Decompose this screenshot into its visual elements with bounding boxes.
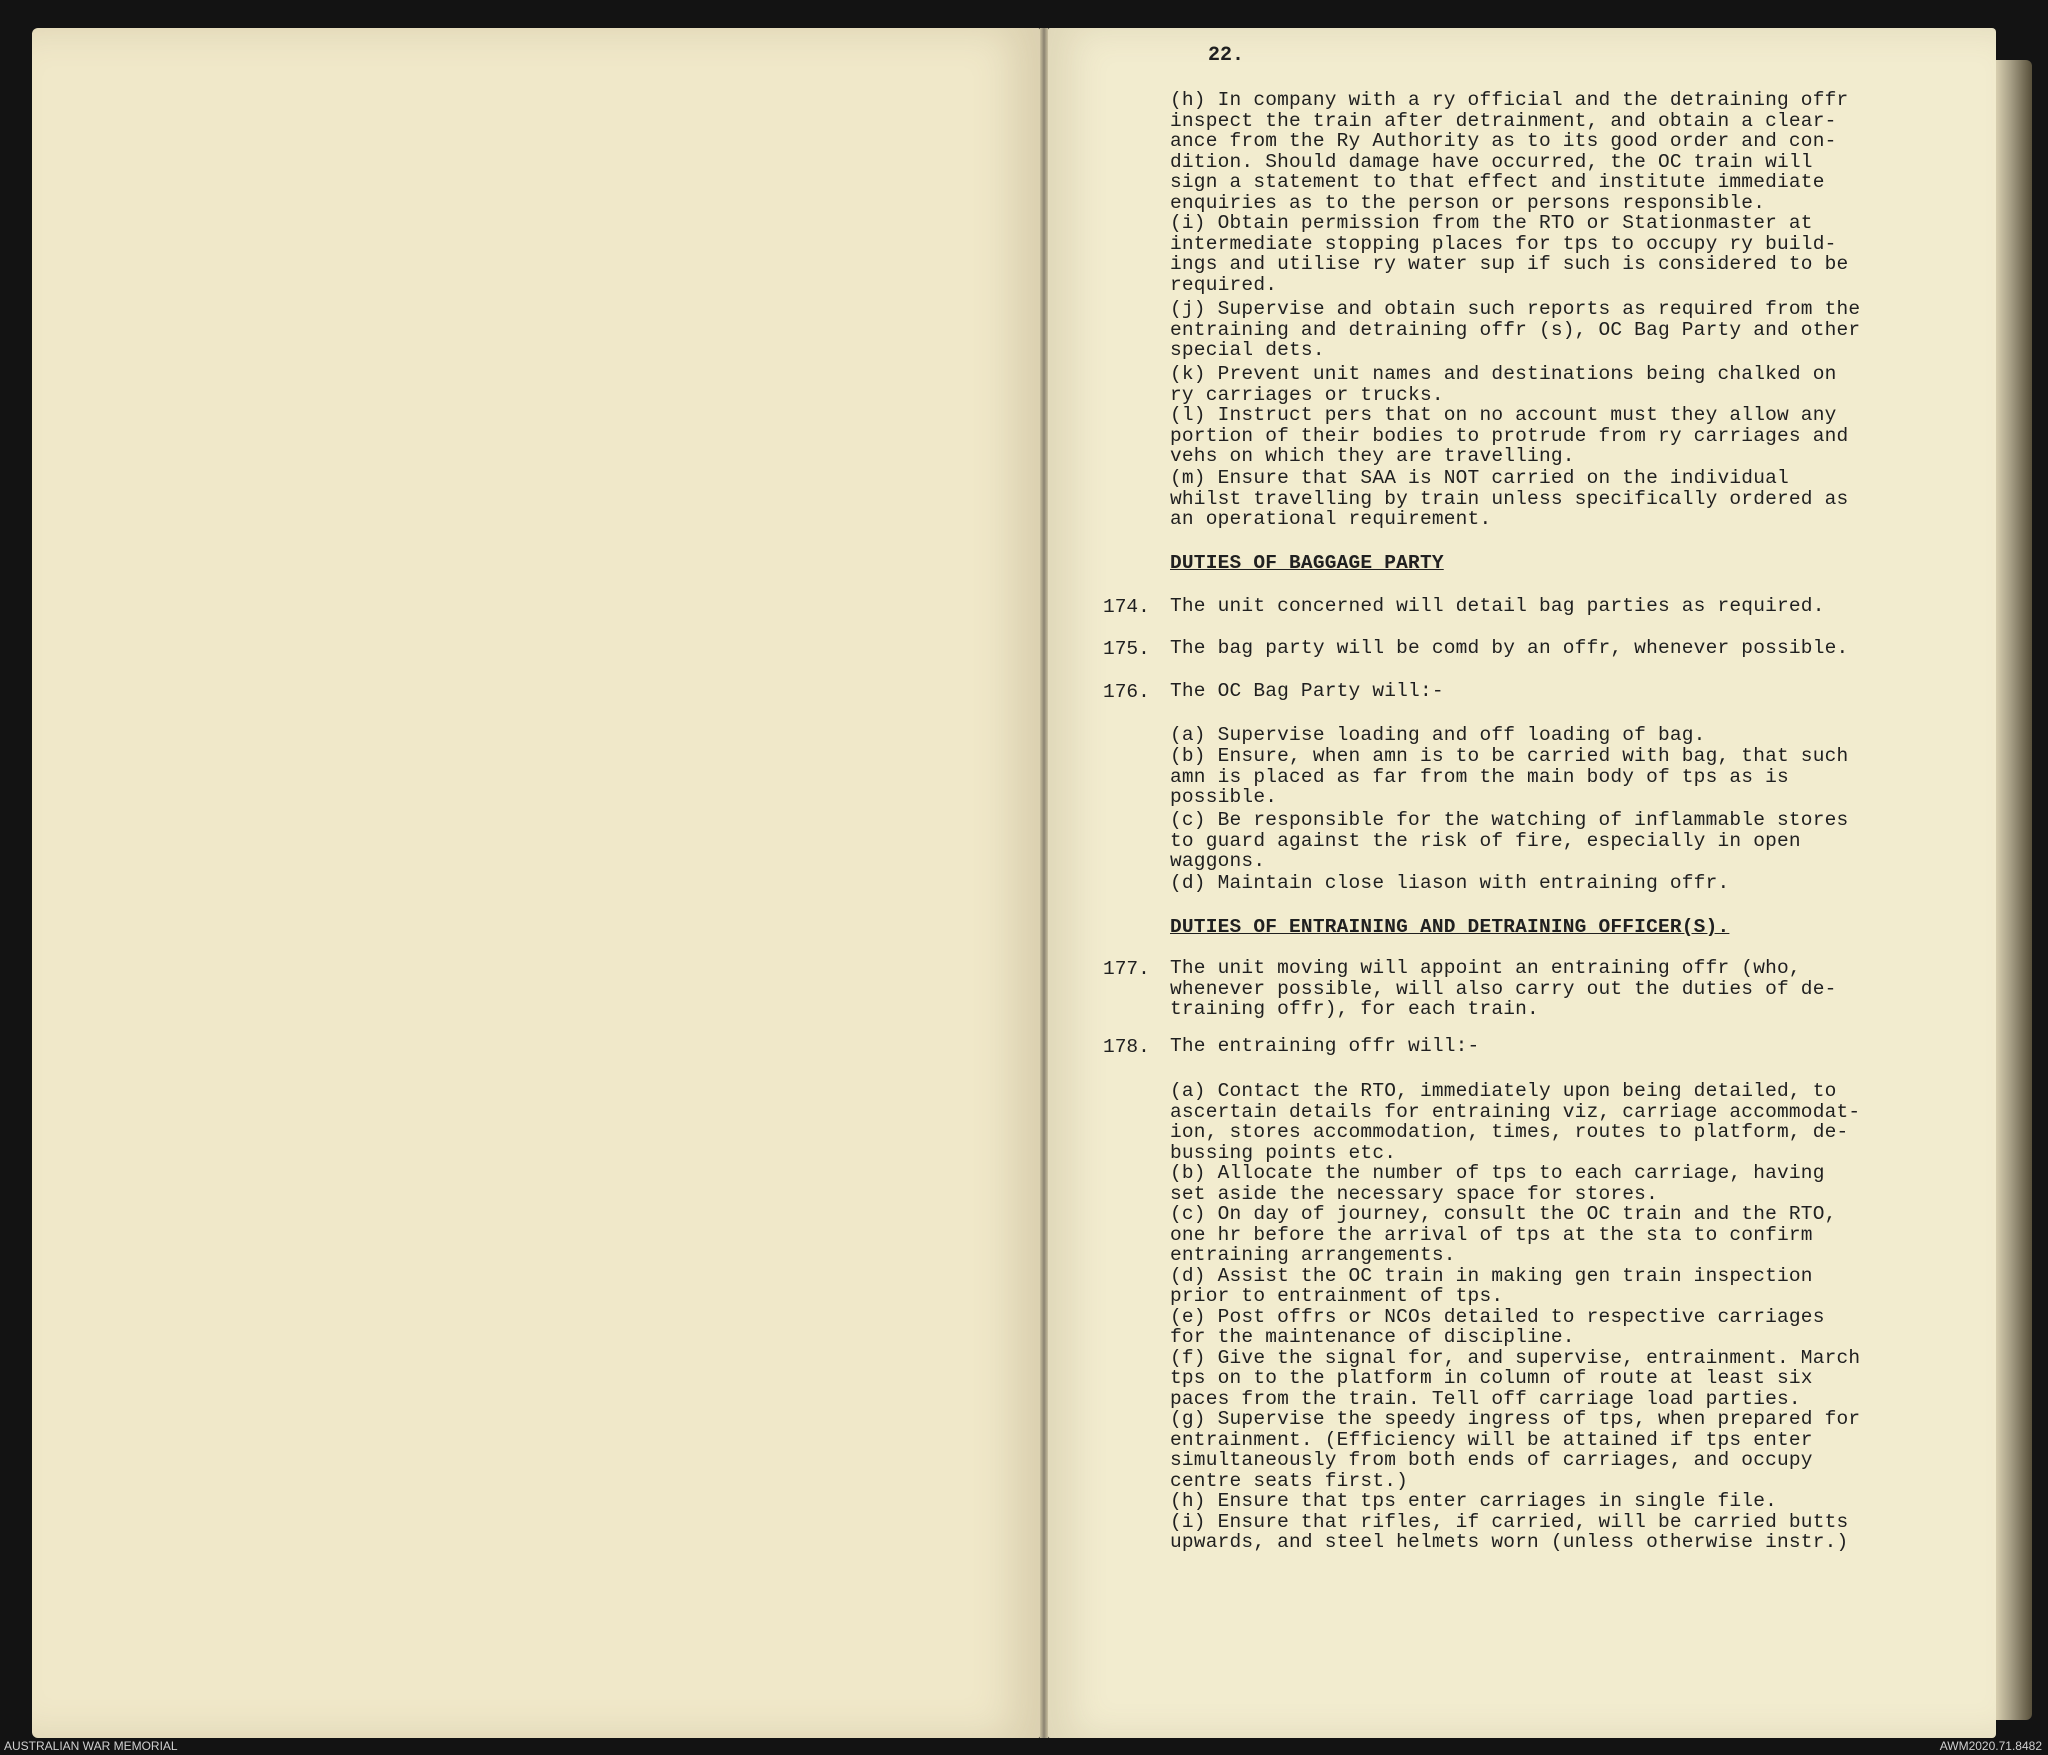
para-176-c: (c) Be responsible for the watching of inflammable stores to guard against the risk of fire, especially in open waggons. [1170,809,1849,872]
para-173-k: (k) Prevent unit names and destinations being chalked on ry carriages or trucks. [1170,363,1837,406]
left-page [32,28,1040,1738]
heading-entraining-officer: DUTIES OF ENTRAINING AND DETRAINING OFFICER(S). [1170,916,1730,938]
heading-baggage-party: DUTIES OF BAGGAGE PARTY [1170,552,1444,574]
para-num-176: 176. [1103,681,1150,703]
para-178: The entraining offr will:- [1170,1035,1480,1057]
para-178-items: (a) Contact the RTO, immediately upon being detailed, to ascertain details for entraining viz, carriage accommodat- ion, stores accommodation, times, routes to platform, de- bussing points etc. (b) Allocate the number of tps to each carriage, having set aside the necessary space for stores. (c) On day of journey, consult the OC train and the RTO, one hr before the arrival of tps at the sta to confirm entraining arrangements. (d) Assist the OC train in making gen train inspection prior to entrainment of tps. (e) Post offrs or NCOs detailed to respective carriages for the maintenance of discipline. (f) Give the signal for, and supervise, entrainment. March tps on to the platform in column of route at least six paces from the train. Tell off carriage load parties. (g) Supervise the speedy ingress of tps, when prepared for entrainment. (Efficiency will be attained if tps enter simultaneously from both ends of carriages, and occupy centre seats first.) (h) Ensure that tps enter carriages in single file. (i) Ensure that rifles, if carried, will be carried butts upwards, and steel helmets worn (unless otherwise instr.) [1170,1080,1861,1553]
para-num-177: 177. [1103,958,1150,980]
para-174: The unit concerned will detail bag parties as required. [1170,595,1825,617]
para-177: The unit moving will appoint an entraining offr (who, whenever possible, will also carry out the duties of de- training offr), for each train. [1170,957,1837,1020]
para-173-h: (h) In company with a ry official and the detraining offr inspect the train after detrainment, and obtain a clear- ance from the Ry Authority as to its good order and con- dition. Should damage have occurred, the OC train will sign a statement to that effect and institute immediate enquiries as to the person or persons responsible. [1170,89,1849,214]
para-173-j: (j) Supervise and obtain such reports as required from the entraining and detraining offr (s), OC Bag Party and other special dets. [1170,298,1861,361]
para-num-174: 174. [1103,596,1150,618]
para-176: The OC Bag Party will:- [1170,680,1444,702]
para-176-a: (a) Supervise loading and off loading of bag. [1170,724,1706,746]
para-173-i: (i) Obtain permission from the RTO or Stationmaster at intermediate stopping places for tps to occupy ry build- ings and utilise ry water sup if such is considered to be required. [1170,212,1849,296]
para-num-175: 175. [1103,638,1150,660]
page-edges [1996,60,2032,1720]
footer-accession: AWM2020.71.8482 [1939,1739,2042,1753]
book-gutter [1040,28,1048,1738]
para-176-b: (b) Ensure, when amn is to be carried with bag, that such amn is placed as far from the main body of tps as is possible. [1170,745,1849,808]
para-num-178: 178. [1103,1036,1150,1058]
para-173-m: (m) Ensure that SAA is NOT carried on the individual whilst travelling by train unless specifically ordered as an operational requirement. [1170,467,1849,530]
para-175: The bag party will be comd by an offr, whenever possible. [1170,637,1849,659]
page-number: 22. [1208,44,1245,67]
footer-source: AUSTRALIAN WAR MEMORIAL [4,1739,178,1753]
para-173-l: (l) Instruct pers that on no account must they allow any portion of their bodies to protrude from ry carriages and vehs on which they are travelling. [1170,404,1849,467]
para-176-d: (d) Maintain close liason with entraining offr. [1170,872,1730,894]
